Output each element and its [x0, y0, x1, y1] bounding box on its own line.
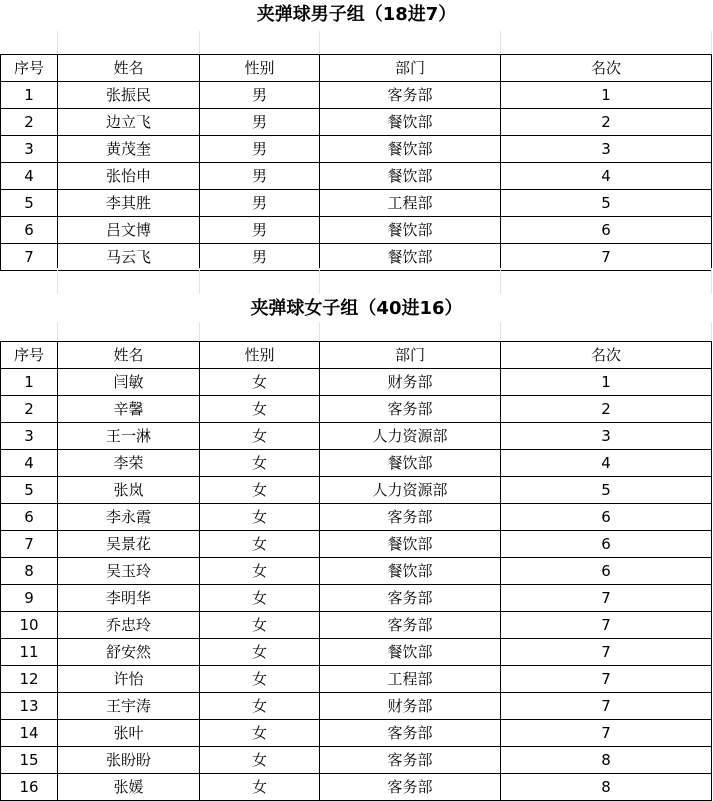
cell-department: 餐饮部 [320, 244, 501, 271]
cell-name: 张媛 [58, 774, 200, 801]
column-header-department: 部门 [320, 342, 501, 369]
cell-index: 8 [1, 558, 58, 585]
cell-rank: 7 [501, 585, 712, 612]
table-row [1, 423, 712, 450]
cell-rank: 6 [501, 504, 712, 531]
table-row [1, 720, 712, 747]
cell-gender: 女 [200, 612, 320, 639]
cell-name: 张岚 [58, 477, 200, 504]
cell-department: 餐饮部 [320, 163, 501, 190]
mens-section-title: 夹弹球男子组（18进7） [256, 4, 457, 25]
cell-name: 张盼盼 [58, 747, 200, 774]
cell-index: 5 [1, 477, 58, 504]
table-row [1, 217, 712, 244]
cell-index: 1 [1, 369, 58, 396]
cell-index: 2 [1, 396, 58, 423]
cell-index: 12 [1, 666, 58, 693]
table-row [1, 163, 712, 190]
table-row [1, 396, 712, 423]
table-header-row [1, 55, 712, 82]
cell-index: 11 [1, 639, 58, 666]
cell-gender: 女 [200, 477, 320, 504]
table-row [1, 82, 712, 109]
cell-department: 餐饮部 [320, 639, 501, 666]
cell-index: 4 [1, 450, 58, 477]
cell-rank: 3 [501, 423, 712, 450]
cell-rank: 4 [501, 450, 712, 477]
cell-index: 7 [1, 244, 58, 271]
cell-rank: 5 [501, 190, 712, 217]
cell-department: 客务部 [320, 774, 501, 801]
cell-index: 10 [1, 612, 58, 639]
cell-department: 客务部 [320, 585, 501, 612]
cell-gender: 女 [200, 747, 320, 774]
cell-name: 黄茂奎 [58, 136, 200, 163]
cell-gender: 女 [200, 693, 320, 720]
column-header-rank: 名次 [501, 342, 712, 369]
cell-gender: 女 [200, 423, 320, 450]
cell-gender: 女 [200, 558, 320, 585]
cell-department: 客务部 [320, 396, 501, 423]
cell-rank: 2 [501, 109, 712, 136]
cell-department: 工程部 [320, 666, 501, 693]
cell-rank: 2 [501, 396, 712, 423]
column-header-rank: 名次 [501, 55, 712, 82]
cell-rank: 4 [501, 163, 712, 190]
cell-gender: 女 [200, 666, 320, 693]
cell-index: 16 [1, 774, 58, 801]
cell-rank: 6 [501, 217, 712, 244]
cell-rank: 1 [501, 82, 712, 109]
cell-gender: 男 [200, 109, 320, 136]
cell-gender: 男 [200, 163, 320, 190]
cell-index: 1 [1, 82, 58, 109]
spacer-row [0, 268, 713, 294]
cell-rank: 7 [501, 639, 712, 666]
cell-name: 辛馨 [58, 396, 200, 423]
womens-results-table [0, 341, 712, 801]
cell-rank: 6 [501, 558, 712, 585]
table-row [1, 774, 712, 801]
cell-index: 2 [1, 109, 58, 136]
cell-department: 餐饮部 [320, 531, 501, 558]
table-row [1, 244, 712, 271]
cell-name: 张振民 [58, 82, 200, 109]
cell-rank: 1 [501, 369, 712, 396]
cell-name: 李永霞 [58, 504, 200, 531]
table-header-row [1, 342, 712, 369]
cell-gender: 女 [200, 774, 320, 801]
table-row [1, 136, 712, 163]
cell-index: 5 [1, 190, 58, 217]
cell-rank: 7 [501, 720, 712, 747]
cell-name: 李明华 [58, 585, 200, 612]
cell-gender: 女 [200, 396, 320, 423]
table-row [1, 747, 712, 774]
cell-gender: 男 [200, 217, 320, 244]
table-row [1, 450, 712, 477]
cell-name: 吴玉玲 [58, 558, 200, 585]
cell-index: 3 [1, 423, 58, 450]
cell-department: 客务部 [320, 747, 501, 774]
cell-rank: 3 [501, 136, 712, 163]
cell-index: 14 [1, 720, 58, 747]
cell-name: 舒安然 [58, 639, 200, 666]
cell-name: 吴景花 [58, 531, 200, 558]
cell-department: 餐饮部 [320, 558, 501, 585]
cell-department: 工程部 [320, 190, 501, 217]
table-row [1, 558, 712, 585]
cell-rank: 7 [501, 612, 712, 639]
mens-results-table [0, 54, 712, 271]
cell-department: 餐饮部 [320, 217, 501, 244]
cell-name: 王一淋 [58, 423, 200, 450]
column-header-index: 序号 [1, 55, 58, 82]
cell-department: 人力资源部 [320, 477, 501, 504]
table-row [1, 612, 712, 639]
cell-name: 张叶 [58, 720, 200, 747]
cell-rank: 7 [501, 244, 712, 271]
cell-gender: 女 [200, 720, 320, 747]
cell-name: 乔忠玲 [58, 612, 200, 639]
cell-gender: 男 [200, 82, 320, 109]
table-row [1, 693, 712, 720]
cell-department: 客务部 [320, 504, 501, 531]
cell-department: 客务部 [320, 82, 501, 109]
table-row [1, 531, 712, 558]
cell-gender: 女 [200, 585, 320, 612]
womens-section-title: 夹弹球女子组（40进16） [250, 298, 463, 319]
column-header-gender: 性别 [200, 55, 320, 82]
cell-index: 6 [1, 217, 58, 244]
cell-rank: 7 [501, 693, 712, 720]
cell-gender: 男 [200, 244, 320, 271]
cell-index: 7 [1, 531, 58, 558]
spacer-row [0, 31, 713, 54]
cell-index: 9 [1, 585, 58, 612]
cell-index: 15 [1, 747, 58, 774]
cell-rank: 8 [501, 747, 712, 774]
cell-department: 餐饮部 [320, 450, 501, 477]
cell-gender: 女 [200, 639, 320, 666]
cell-gender: 女 [200, 369, 320, 396]
cell-name: 马云飞 [58, 244, 200, 271]
column-header-gender: 性别 [200, 342, 320, 369]
cell-gender: 女 [200, 450, 320, 477]
cell-rank: 7 [501, 666, 712, 693]
cell-name: 吕文博 [58, 217, 200, 244]
table-row [1, 639, 712, 666]
cell-name: 李其胜 [58, 190, 200, 217]
cell-department: 财务部 [320, 369, 501, 396]
cell-gender: 女 [200, 504, 320, 531]
cell-rank: 6 [501, 531, 712, 558]
table-row [1, 585, 712, 612]
table-row [1, 666, 712, 693]
column-header-department: 部门 [320, 55, 501, 82]
cell-rank: 5 [501, 477, 712, 504]
cell-index: 3 [1, 136, 58, 163]
table-row [1, 190, 712, 217]
spacer-row [0, 322, 713, 341]
cell-department: 客务部 [320, 720, 501, 747]
cell-index: 6 [1, 504, 58, 531]
cell-name: 许怡 [58, 666, 200, 693]
cell-rank: 8 [501, 774, 712, 801]
cell-index: 4 [1, 163, 58, 190]
cell-department: 客务部 [320, 612, 501, 639]
cell-index: 13 [1, 693, 58, 720]
cell-gender: 男 [200, 190, 320, 217]
cell-department: 财务部 [320, 693, 501, 720]
cell-gender: 男 [200, 136, 320, 163]
cell-department: 人力资源部 [320, 423, 501, 450]
column-header-index: 序号 [1, 342, 58, 369]
column-header-name: 姓名 [58, 342, 200, 369]
cell-name: 张怡申 [58, 163, 200, 190]
cell-gender: 女 [200, 531, 320, 558]
table-row [1, 369, 712, 396]
cell-name: 闫敏 [58, 369, 200, 396]
cell-name: 李荣 [58, 450, 200, 477]
cell-name: 边立飞 [58, 109, 200, 136]
cell-name: 王宇涛 [58, 693, 200, 720]
cell-department: 餐饮部 [320, 136, 501, 163]
table-row [1, 109, 712, 136]
table-row [1, 477, 712, 504]
column-header-name: 姓名 [58, 55, 200, 82]
table-row [1, 504, 712, 531]
cell-department: 餐饮部 [320, 109, 501, 136]
